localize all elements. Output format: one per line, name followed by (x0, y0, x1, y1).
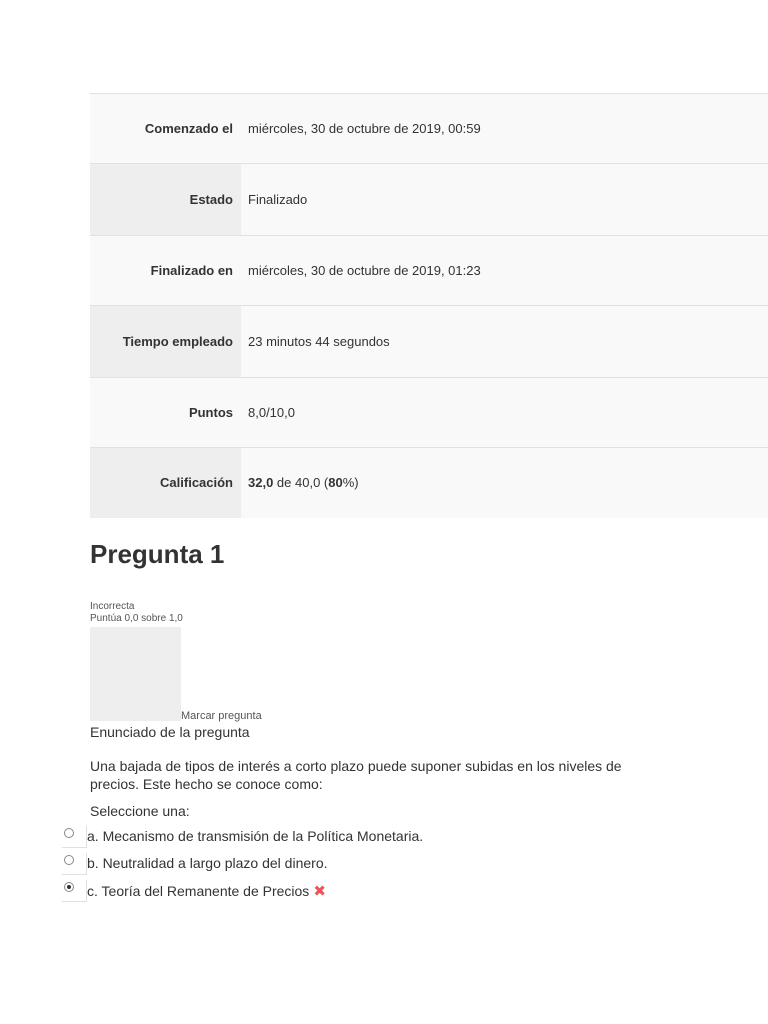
grade-percent: 80 (328, 475, 343, 491)
radio-checked-icon (64, 882, 74, 892)
summary-value: miércoles, 30 de octubre de 2019, 01:23 (241, 236, 768, 306)
summary-row-time-taken (90, 306, 768, 378)
answer-radio[interactable] (62, 826, 87, 848)
summary-label: Tiempo empleado (90, 306, 241, 378)
flag-question-icon[interactable] (90, 627, 181, 721)
flag-question-link[interactable]: Marcar pregunta (181, 710, 262, 722)
radio-circle-icon (64, 855, 74, 865)
answer-label: c. Teoría del Remanente de Precios (87, 883, 310, 899)
summary-label: Comenzado el (90, 94, 241, 164)
question-title: Pregunta 1 (90, 539, 225, 569)
radio-dot (67, 885, 71, 889)
answer-option-a[interactable] (62, 826, 482, 852)
grade-mid: de 40,0 ( (273, 475, 329, 491)
answer-prompt: Seleccione una: (90, 803, 190, 819)
summary-row-started (90, 94, 768, 164)
answer-radio[interactable] (62, 853, 87, 875)
summary-value (241, 448, 768, 518)
answer-option-c[interactable] (62, 880, 482, 906)
summary-row-state (90, 164, 768, 236)
grade-score: 32,0 (248, 475, 274, 491)
cross-icon: ✖ (313, 883, 326, 900)
answer-option-b[interactable] (62, 853, 482, 879)
summary-value: 23 minutos 44 segundos (241, 306, 768, 378)
answer-label: b. Neutralidad a largo plazo del dinero. (87, 855, 328, 871)
summary-row-points (90, 378, 768, 448)
summary-row-finished (90, 236, 768, 306)
question-heading: Enunciado de la pregunta (90, 724, 250, 740)
summary-label: Calificación (90, 448, 241, 518)
answer-label: a. Mecanismo de transmisión de la Política Monetaria. (87, 828, 424, 844)
question-grade: Puntúa 0,0 sobre 1,0 (90, 613, 183, 624)
summary-row-grade (90, 448, 768, 518)
answer-radio-selected[interactable] (62, 880, 87, 902)
summary-label: Puntos (90, 378, 241, 448)
question-info (90, 601, 183, 625)
radio-circle-icon (64, 828, 74, 838)
summary-label: Finalizado en (90, 236, 241, 306)
summary-value: Finalizado (241, 164, 768, 236)
grade-end: %) (342, 475, 359, 491)
summary-label: Estado (90, 164, 241, 236)
attempt-summary-table (90, 93, 768, 518)
summary-value: miércoles, 30 de octubre de 2019, 00:59 (241, 94, 768, 164)
question-state: Incorrecta (90, 601, 135, 612)
summary-value: 8,0/10,0 (241, 378, 768, 448)
question-text: Una bajada de tipos de interés a corto plazo puede suponer subidas en los niveles de precios. Este hecho se conoce como: (90, 758, 622, 792)
